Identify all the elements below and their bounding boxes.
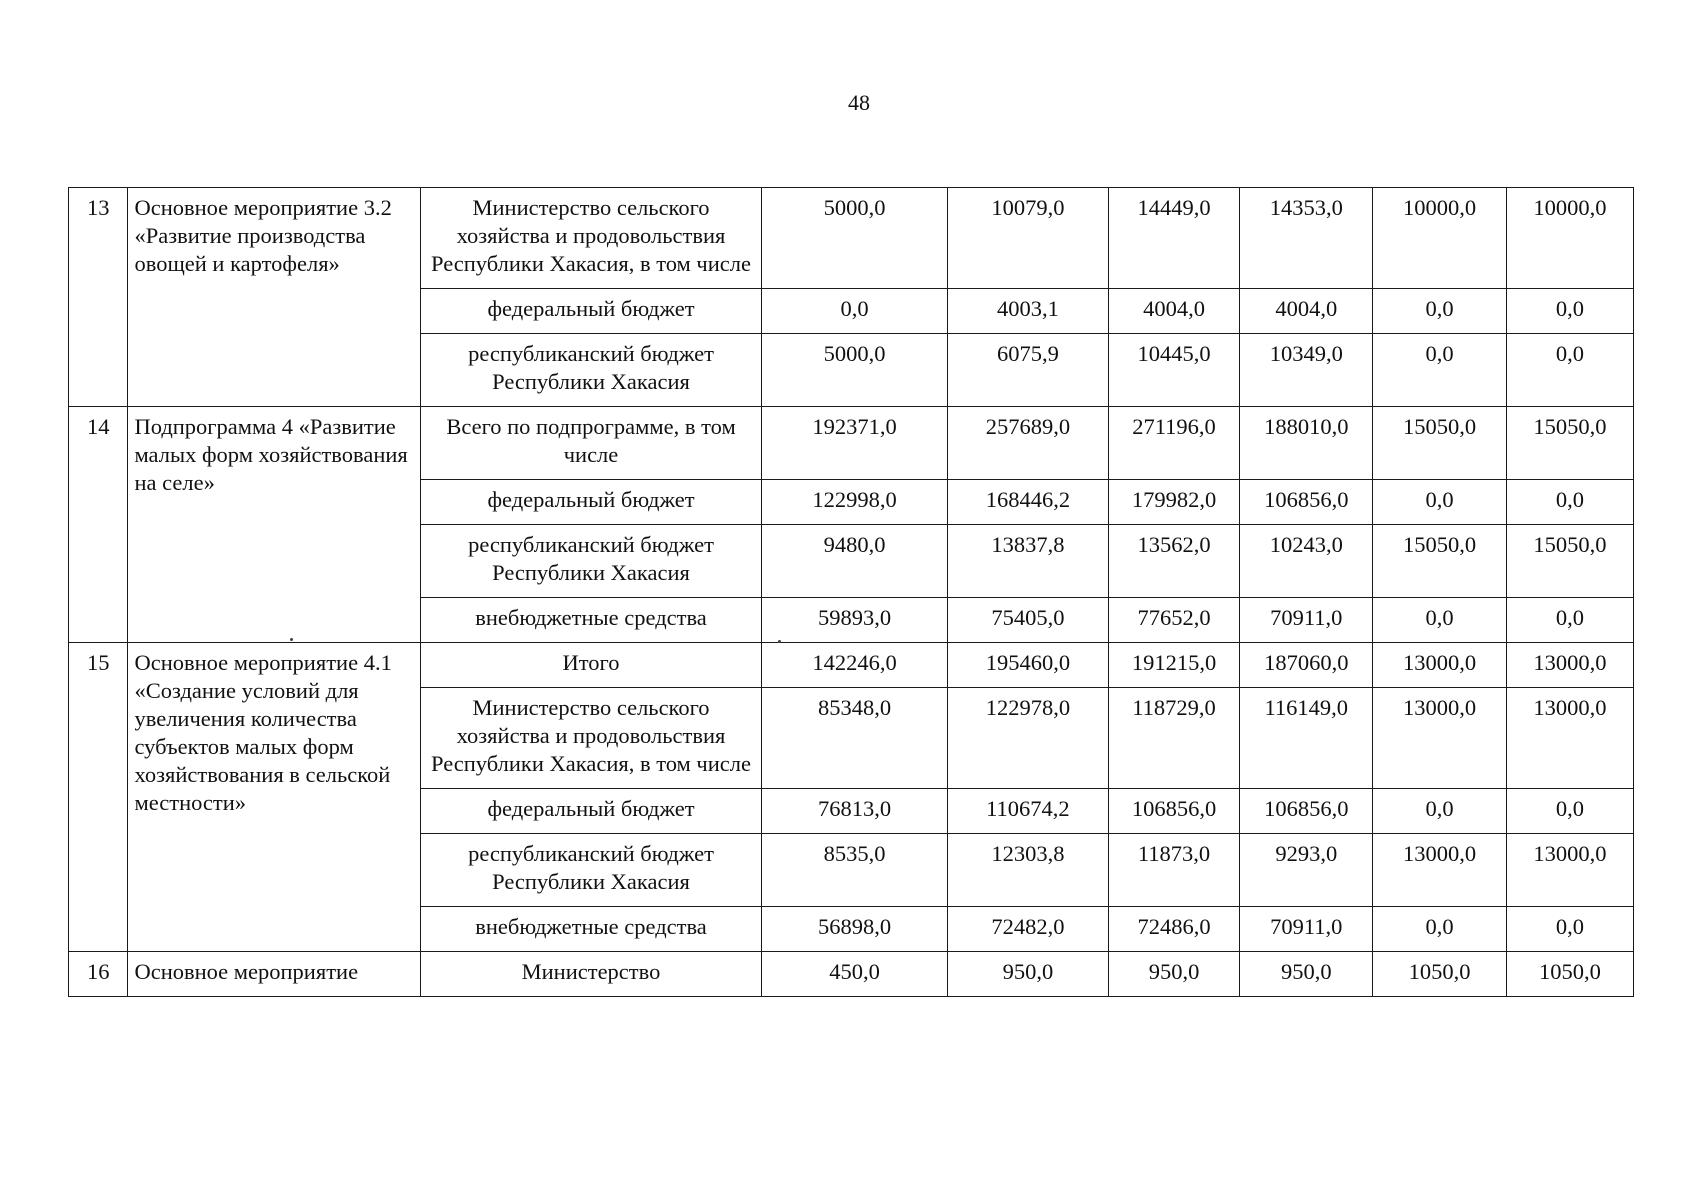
amount-cell: 59893,0 bbox=[762, 598, 948, 643]
amount-cell: 106856,0 bbox=[1108, 789, 1239, 834]
amount-cell: 0,0 bbox=[1373, 289, 1506, 334]
amount-cell: 950,0 bbox=[1108, 952, 1239, 997]
amount-cell: 0,0 bbox=[1373, 907, 1506, 952]
amount-cell: 10079,0 bbox=[947, 188, 1108, 289]
amount-cell: 116149,0 bbox=[1240, 688, 1373, 789]
amount-cell: 9480,0 bbox=[762, 525, 948, 598]
amount-cell: 5000,0 bbox=[762, 334, 948, 407]
amount-cell: 10000,0 bbox=[1506, 188, 1633, 289]
amount-cell: 13000,0 bbox=[1373, 834, 1506, 907]
amount-cell: 122998,0 bbox=[762, 480, 948, 525]
amount-cell: 8535,0 bbox=[762, 834, 948, 907]
amount-cell: 4004,0 bbox=[1240, 289, 1373, 334]
amount-cell: 15050,0 bbox=[1506, 525, 1633, 598]
funding-source: Министерство сельского хозяйства и продовольствия Республики Хакасия, в том числе bbox=[420, 688, 762, 789]
amount-cell: 10349,0 bbox=[1240, 334, 1373, 407]
amount-cell: 187060,0 bbox=[1240, 643, 1373, 688]
funding-source: внебюджетные средства bbox=[420, 907, 762, 952]
row-number: 13 bbox=[69, 188, 128, 407]
amount-cell: 13000,0 bbox=[1506, 688, 1633, 789]
amount-cell: 192371,0 bbox=[762, 407, 948, 480]
amount-cell: 10000,0 bbox=[1373, 188, 1506, 289]
amount-cell: 0,0 bbox=[1506, 598, 1633, 643]
activity-name: Основное мероприятие 3.2 «Развитие производства овощей и картофеля» bbox=[128, 188, 420, 407]
amount-cell: 72486,0 bbox=[1108, 907, 1239, 952]
amount-cell: 0,0 bbox=[1506, 789, 1633, 834]
amount-cell: 271196,0 bbox=[1108, 407, 1239, 480]
amount-cell: 257689,0 bbox=[947, 407, 1108, 480]
table-row bbox=[69, 952, 1634, 997]
amount-cell: 0,0 bbox=[1506, 334, 1633, 407]
budget-table bbox=[68, 187, 1634, 997]
amount-cell: 118729,0 bbox=[1108, 688, 1239, 789]
amount-cell: 5000,0 bbox=[762, 188, 948, 289]
amount-cell: 0,0 bbox=[1373, 789, 1506, 834]
amount-cell: 12303,8 bbox=[947, 834, 1108, 907]
amount-cell: 0,0 bbox=[1506, 480, 1633, 525]
amount-cell: 195460,0 bbox=[947, 643, 1108, 688]
amount-cell: 0,0 bbox=[1373, 480, 1506, 525]
amount-cell: 950,0 bbox=[947, 952, 1108, 997]
row-number: 16 bbox=[69, 952, 128, 997]
scan-speck bbox=[778, 640, 781, 643]
amount-cell: 0,0 bbox=[1506, 907, 1633, 952]
row-number: 14 bbox=[69, 407, 128, 643]
amount-cell: 450,0 bbox=[762, 952, 948, 997]
amount-cell: 13000,0 bbox=[1506, 643, 1633, 688]
amount-cell: 10445,0 bbox=[1108, 334, 1239, 407]
amount-cell: 0,0 bbox=[1506, 289, 1633, 334]
amount-cell: 188010,0 bbox=[1240, 407, 1373, 480]
scan-speck bbox=[290, 638, 293, 641]
amount-cell: 13837,8 bbox=[947, 525, 1108, 598]
amount-cell: 179982,0 bbox=[1108, 480, 1239, 525]
funding-source: федеральный бюджет bbox=[420, 289, 762, 334]
funding-source: внебюджетные средства bbox=[420, 598, 762, 643]
amount-cell: 70911,0 bbox=[1240, 598, 1373, 643]
amount-cell: 110674,2 bbox=[947, 789, 1108, 834]
amount-cell: 85348,0 bbox=[762, 688, 948, 789]
table-row bbox=[69, 643, 1634, 688]
amount-cell: 77652,0 bbox=[1108, 598, 1239, 643]
amount-cell: 13000,0 bbox=[1373, 688, 1506, 789]
amount-cell: 0,0 bbox=[762, 289, 948, 334]
budget-table-body bbox=[69, 188, 1634, 997]
amount-cell: 122978,0 bbox=[947, 688, 1108, 789]
amount-cell: 10243,0 bbox=[1240, 525, 1373, 598]
amount-cell: 13562,0 bbox=[1108, 525, 1239, 598]
amount-cell: 142246,0 bbox=[762, 643, 948, 688]
activity-name: Основное мероприятие bbox=[128, 952, 420, 997]
activity-name: Основное мероприятие 4.1 «Создание условий для увеличения количества субъектов малых форм хозяйствования в сельской местности» bbox=[128, 643, 420, 952]
amount-cell: 106856,0 bbox=[1240, 480, 1373, 525]
funding-source: Итого bbox=[420, 643, 762, 688]
funding-source: республиканский бюджет Республики Хакасия bbox=[420, 834, 762, 907]
amount-cell: 0,0 bbox=[1373, 598, 1506, 643]
amount-cell: 15050,0 bbox=[1506, 407, 1633, 480]
funding-source: Всего по подпрограмме, в том числе bbox=[420, 407, 762, 480]
amount-cell: 106856,0 bbox=[1240, 789, 1373, 834]
amount-cell: 70911,0 bbox=[1240, 907, 1373, 952]
amount-cell: 72482,0 bbox=[947, 907, 1108, 952]
funding-source: федеральный бюджет bbox=[420, 480, 762, 525]
funding-source: республиканский бюджет Республики Хакасия bbox=[420, 334, 762, 407]
amount-cell: 15050,0 bbox=[1373, 407, 1506, 480]
amount-cell: 191215,0 bbox=[1108, 643, 1239, 688]
amount-cell: 11873,0 bbox=[1108, 834, 1239, 907]
amount-cell: 56898,0 bbox=[762, 907, 948, 952]
table-row bbox=[69, 407, 1634, 480]
amount-cell: 14353,0 bbox=[1240, 188, 1373, 289]
page-number: 48 bbox=[848, 90, 870, 115]
activity-name: Подпрограмма 4 «Развитие малых форм хозяйствования на селе» bbox=[128, 407, 420, 643]
amount-cell: 1050,0 bbox=[1373, 952, 1506, 997]
amount-cell: 950,0 bbox=[1240, 952, 1373, 997]
table-row bbox=[69, 188, 1634, 289]
amount-cell: 4004,0 bbox=[1108, 289, 1239, 334]
amount-cell: 9293,0 bbox=[1240, 834, 1373, 907]
amount-cell: 168446,2 bbox=[947, 480, 1108, 525]
funding-source: федеральный бюджет bbox=[420, 789, 762, 834]
row-number: 15 bbox=[69, 643, 128, 952]
amount-cell: 15050,0 bbox=[1373, 525, 1506, 598]
amount-cell: 6075,9 bbox=[947, 334, 1108, 407]
amount-cell: 4003,1 bbox=[947, 289, 1108, 334]
amount-cell: 0,0 bbox=[1373, 334, 1506, 407]
funding-source: республиканский бюджет Республики Хакасия bbox=[420, 525, 762, 598]
funding-source: Министерство bbox=[420, 952, 762, 997]
amount-cell: 76813,0 bbox=[762, 789, 948, 834]
funding-source: Министерство сельского хозяйства и продовольствия Республики Хакасия, в том числе bbox=[420, 188, 762, 289]
amount-cell: 14449,0 bbox=[1108, 188, 1239, 289]
amount-cell: 13000,0 bbox=[1506, 834, 1633, 907]
amount-cell: 1050,0 bbox=[1506, 952, 1633, 997]
amount-cell: 75405,0 bbox=[947, 598, 1108, 643]
amount-cell: 13000,0 bbox=[1373, 643, 1506, 688]
